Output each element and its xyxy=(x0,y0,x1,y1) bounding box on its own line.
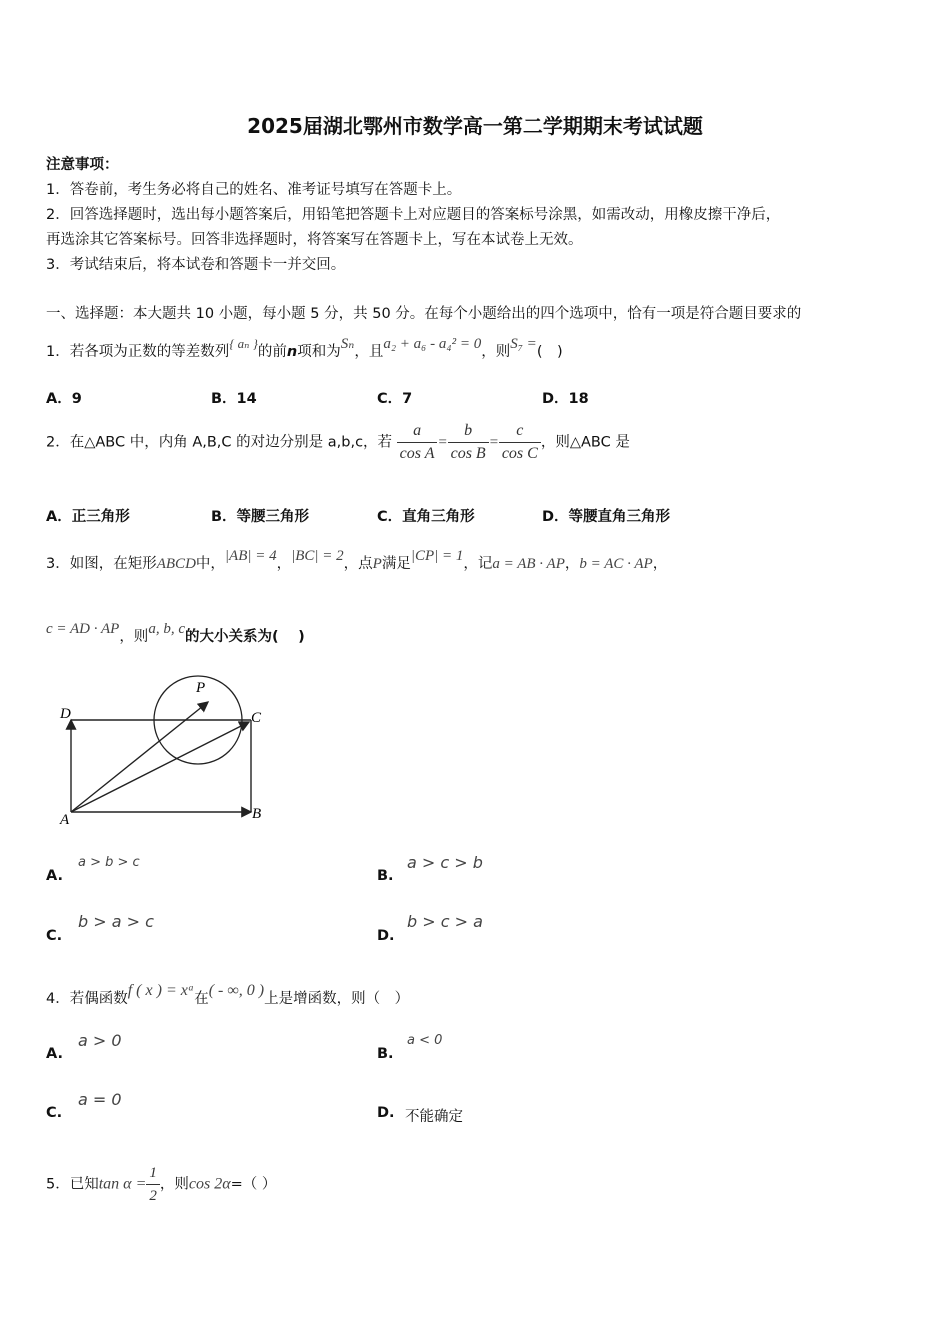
q3-text-2: 中， xyxy=(195,556,225,572)
q3-comma-1: ， xyxy=(276,556,292,572)
notice-heading: 注意事项： xyxy=(46,157,119,173)
q4-option-b[interactable]: a < 0 xyxy=(407,1033,443,1048)
q3-abcd: ABCD xyxy=(156,556,196,572)
q5-text-2: ，则 xyxy=(159,1176,189,1193)
q1-text-2: 的前 xyxy=(257,344,287,360)
q3-text-5: ，记 xyxy=(463,556,493,572)
q4-option-a-label[interactable]: A. xyxy=(46,1046,63,1062)
q2-equals-2: = xyxy=(488,434,499,451)
q1-n: n xyxy=(286,344,298,360)
question-5 xyxy=(46,1162,276,1207)
q1-text-3: 项和为 xyxy=(297,344,341,360)
q3-abc: a, b, c xyxy=(148,621,185,637)
question-3-cont xyxy=(46,621,305,646)
q3-text-6: ，则 xyxy=(119,629,149,645)
page-title: 2025届湖北鄂州市数学高一第二学期期末考试试题 xyxy=(247,114,703,138)
q2-option-a[interactable]: A．正三角形 xyxy=(46,509,130,525)
notice-item-1: 1．答卷前，考生务必将自己的姓名、准考证号填写在答题卡上。 xyxy=(46,182,462,198)
q3-bc-length: |BC| = 2 xyxy=(291,548,344,564)
q5-cos: cos 2α xyxy=(188,1175,231,1193)
q3-a-def: a = AB · AP xyxy=(492,556,565,572)
q2-option-d[interactable]: D．等腰直角三角形 xyxy=(542,509,671,525)
q3-text-3: ，点 xyxy=(343,556,373,572)
q4-interval: ( - ∞, 0 ) xyxy=(208,982,265,999)
q1-text-5: ，则 xyxy=(481,344,511,360)
q4-option-d-label[interactable]: D. xyxy=(377,1105,395,1121)
q1-option-a[interactable]: A．9 xyxy=(46,391,82,407)
label-b: B xyxy=(252,806,262,822)
label-p: P xyxy=(196,680,206,696)
q3-text-7: 的大小关系为( ) xyxy=(184,629,305,645)
q3-c-def: c = AD · AP xyxy=(46,621,120,637)
q5-blank: =（ ） xyxy=(230,1176,277,1193)
q4-text-2: 在 xyxy=(194,991,209,1007)
q1-option-d[interactable]: D．18 xyxy=(542,391,589,407)
q3-option-a[interactable]: a > b > c xyxy=(78,855,140,870)
q4-option-a[interactable]: a > 0 xyxy=(78,1031,122,1050)
q1-option-b[interactable]: B．14 xyxy=(211,391,257,407)
vector-ap xyxy=(71,702,208,812)
vector-ac xyxy=(71,722,249,812)
q4-function: f ( x ) = xᵃ xyxy=(127,982,195,999)
q4-option-c[interactable]: a = 0 xyxy=(78,1090,122,1109)
question-4 xyxy=(46,982,410,1008)
q3-option-b-label[interactable]: B. xyxy=(377,868,394,884)
label-c: C xyxy=(251,710,262,726)
q3-option-c[interactable]: b > a > c xyxy=(78,912,154,931)
q4-option-c-label[interactable]: C. xyxy=(46,1105,63,1121)
q3-option-b[interactable]: a > c > b xyxy=(407,853,483,872)
q3-point-p: P xyxy=(372,556,382,572)
q3-option-d-label[interactable]: D. xyxy=(377,928,395,944)
q3-text: 3．如图，在矩形 xyxy=(46,556,157,572)
q3-comma-2: ， xyxy=(564,556,580,572)
q1-text: 1．若各项为正数的等差数列 xyxy=(46,344,230,360)
q1-option-c[interactable]: C．7 xyxy=(377,391,413,407)
q4-option-b-label[interactable]: B. xyxy=(377,1046,394,1062)
rectangle-figure xyxy=(52,668,312,828)
q5-fraction: $\frac{1}{2}$ xyxy=(146,1162,160,1207)
q2-fraction-a: $\frac{a}{\text{cos A}}$ xyxy=(397,420,438,465)
q3-comma-3: ， xyxy=(652,556,668,572)
q3-option-c-label[interactable]: C. xyxy=(46,928,63,944)
q4-text-3: 上是增函数，则（ ） xyxy=(264,991,410,1007)
q3-cp-length: |CP| = 1 xyxy=(410,548,464,564)
q4-text: 4．若偶函数 xyxy=(46,991,128,1007)
q2-text-2: ，则△ABC 是 xyxy=(540,434,630,451)
question-2 xyxy=(46,420,630,465)
q1-s7: S₇ = xyxy=(510,336,537,352)
q1-condition: a₂ + a₆ - a₄² = 0 xyxy=(383,336,482,352)
notice-item-2b: 再选涂其它答案标号。回答非选择题时，将答案写在答题卡上，写在本试卷上无效。 xyxy=(46,232,583,248)
question-1 xyxy=(46,336,563,361)
label-a: A xyxy=(60,812,70,828)
q4-option-d[interactable]: 不能确定 xyxy=(405,1109,463,1125)
section-header: 一、选择题：本大题共 10 小题，每小题 5 分，共 50 分。在每个小题给出的四个选项中，恰有一项是符合题目要求的 xyxy=(46,306,802,322)
q2-fraction-b: $\frac{b}{\text{cos B}}$ xyxy=(448,420,489,465)
q1-text-4: ，且 xyxy=(354,344,384,360)
notice-item-2a: 2．回答选择题时，选出每小题答案后，用铅笔把答题卡上对应题目的答案标号涂黑，如需改动，用橡皮擦干净后， xyxy=(46,207,781,223)
q3-text-4: 满足 xyxy=(381,556,411,572)
q3-option-a-label[interactable]: A. xyxy=(46,868,63,884)
q1-sn: Sₙ xyxy=(340,336,355,352)
q3-b-def: b = AC · AP xyxy=(579,556,653,572)
q1-blank: ( ) xyxy=(536,344,563,360)
q1-sequence: { aₙ } xyxy=(229,336,258,351)
q5-text: 5．已知 xyxy=(46,1176,99,1193)
q2-fraction-c: $\frac{c}{\text{cos C}}$ xyxy=(499,420,541,465)
q2-option-b[interactable]: B．等腰三角形 xyxy=(211,509,310,525)
q3-option-d[interactable]: b > c > a xyxy=(407,912,483,931)
notice-item-3: 3．考试结束后，将本试卷和答题卡一并交回。 xyxy=(46,257,346,273)
question-3 xyxy=(46,548,668,573)
q3-ab-length: |AB| = 4 xyxy=(224,548,277,564)
q2-option-c[interactable]: C．直角三角形 xyxy=(377,509,475,525)
q2-equals-1: = xyxy=(437,434,448,451)
label-d: D xyxy=(60,706,71,722)
q5-tan: tan α = xyxy=(98,1175,147,1193)
q2-text: 2．在△ABC 中，内角 A,B,C 的对边分别是 a,b,c，若 xyxy=(46,434,393,451)
